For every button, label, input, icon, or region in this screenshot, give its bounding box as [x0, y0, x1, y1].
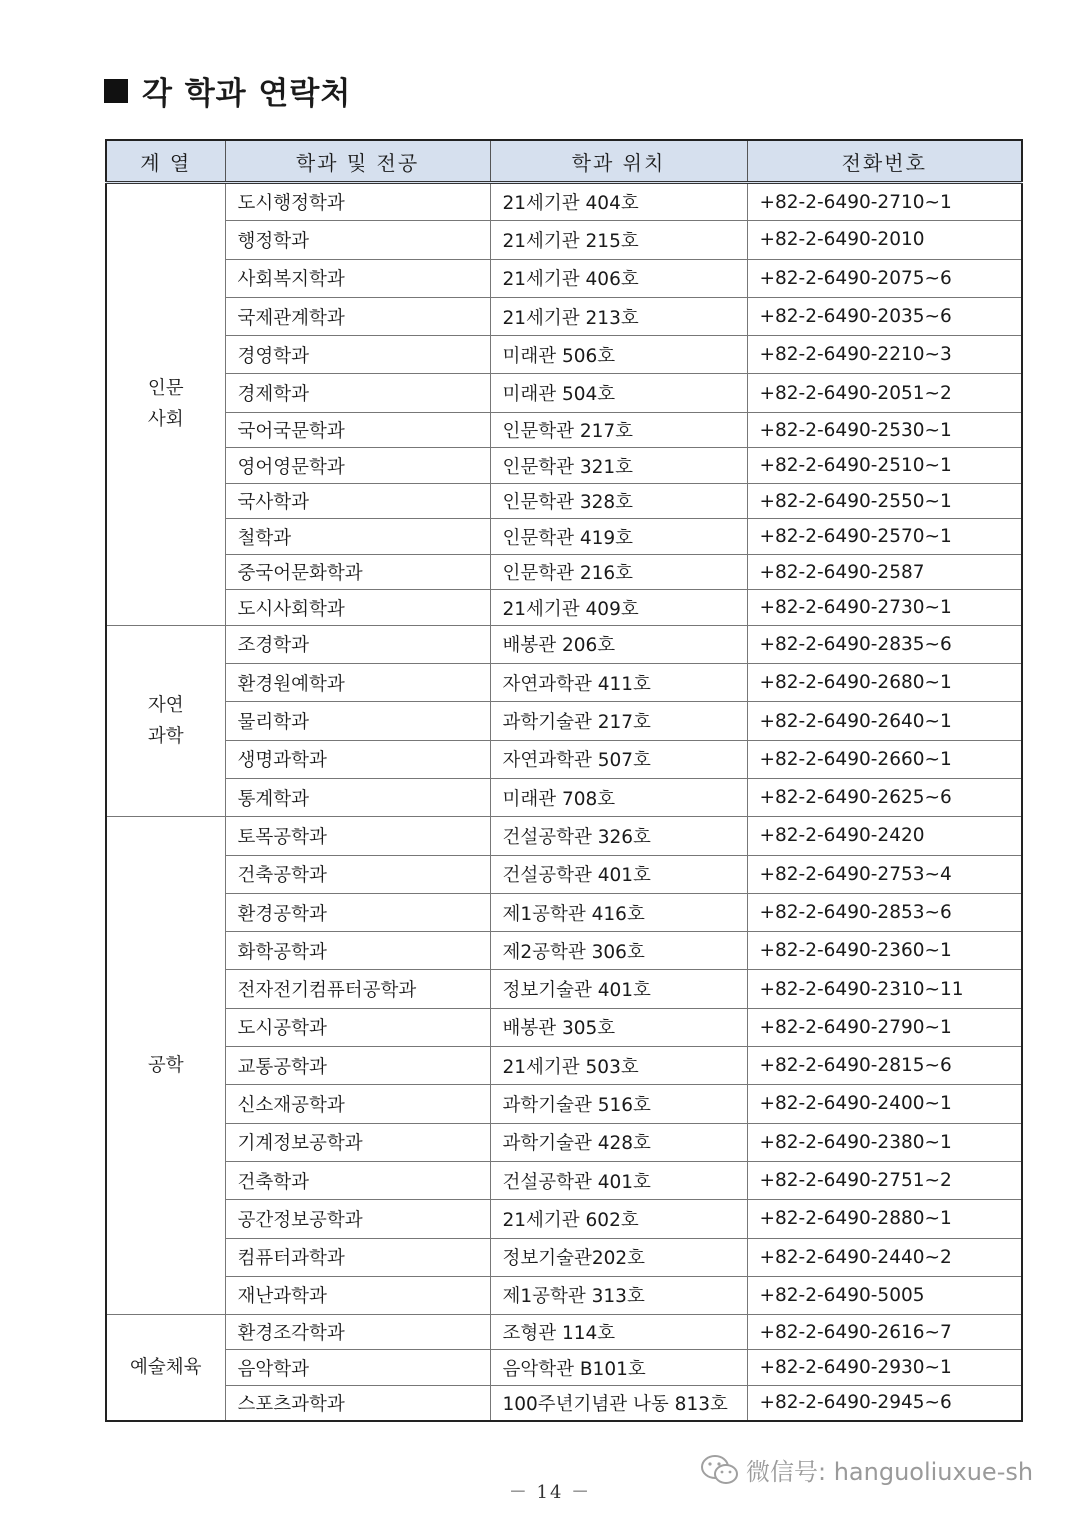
phone-cell: +82-2-6490-2616~7 — [747, 1315, 1022, 1350]
phone-cell: +82-2-6490-2710~1 — [747, 183, 1022, 221]
phone-cell: +82-2-6490-2815~6 — [747, 1047, 1022, 1085]
location-cell: 과학기술관 516호 — [490, 1085, 747, 1123]
phone-cell: +82-2-6490-2075~6 — [747, 259, 1022, 297]
location-cell: 21세기관 503호 — [490, 1047, 747, 1085]
location-cell: 제1공학관 416호 — [490, 893, 747, 931]
location-cell: 인문학관 217호 — [490, 412, 747, 448]
location-cell: 미래관 506호 — [490, 336, 747, 374]
table-row — [106, 1238, 1022, 1276]
department-cell: 건축학과 — [225, 1161, 490, 1199]
phone-cell: +82-2-6490-2051~2 — [747, 374, 1022, 412]
table-row — [106, 412, 1022, 448]
department-cell: 국사학과 — [225, 483, 490, 519]
department-cell: 도시공학과 — [225, 1008, 490, 1046]
phone-cell: +82-2-6490-2310~11 — [747, 970, 1022, 1008]
table-row — [106, 374, 1022, 412]
location-cell: 21세기관 409호 — [490, 590, 747, 626]
table-row — [106, 970, 1022, 1008]
table-row — [106, 1047, 1022, 1085]
location-cell: 제2공학관 306호 — [490, 932, 747, 970]
department-cell: 신소재공학과 — [225, 1085, 490, 1123]
phone-cell: +82-2-6490-2930~1 — [747, 1350, 1022, 1385]
black-square-icon — [104, 79, 128, 103]
phone-cell: +82-2-6490-2530~1 — [747, 412, 1022, 448]
wechat-icon — [700, 1453, 740, 1487]
table-row — [106, 855, 1022, 893]
location-cell: 미래관 708호 — [490, 778, 747, 816]
department-cell: 국어국문학과 — [225, 412, 490, 448]
department-cell: 물리학과 — [225, 702, 490, 740]
department-cell: 도시사회학과 — [225, 590, 490, 626]
location-cell: 인문학관 328호 — [490, 483, 747, 519]
department-cell: 공간정보공학과 — [225, 1200, 490, 1238]
location-cell: 21세기관 404호 — [490, 183, 747, 221]
department-cell: 행정학과 — [225, 221, 490, 259]
phone-cell: +82-2-6490-2730~1 — [747, 590, 1022, 626]
location-cell: 제1공학관 313호 — [490, 1276, 747, 1314]
table-row — [106, 183, 1022, 221]
phone-cell: +82-2-6490-2570~1 — [747, 519, 1022, 555]
table-row — [106, 740, 1022, 778]
phone-cell: +82-2-6490-2753~4 — [747, 855, 1022, 893]
location-cell: 21세기관 215호 — [490, 221, 747, 259]
header-phone: 전화번호 — [747, 140, 1022, 183]
location-cell: 미래관 504호 — [490, 374, 747, 412]
phone-cell: +82-2-6490-2945~6 — [747, 1385, 1022, 1420]
phone-cell: +82-2-6490-2751~2 — [747, 1161, 1022, 1199]
phone-cell: +82-2-6490-2420 — [747, 817, 1022, 855]
department-cell: 스포츠과학과 — [225, 1385, 490, 1420]
department-cell: 전자전기컴퓨터공학과 — [225, 970, 490, 1008]
department-cell: 컴퓨터과학과 — [225, 1238, 490, 1276]
location-cell: 건설공학관 401호 — [490, 855, 747, 893]
page-title — [104, 68, 351, 113]
phone-cell: +82-2-6490-2640~1 — [747, 702, 1022, 740]
department-cell: 국제관계학과 — [225, 297, 490, 335]
department-cell: 환경조각학과 — [225, 1315, 490, 1350]
location-cell: 건설공학관 326호 — [490, 817, 747, 855]
phone-cell: +82-2-6490-2010 — [747, 221, 1022, 259]
header-group: 계 열 — [106, 140, 225, 183]
table-row — [106, 664, 1022, 702]
department-cell: 조경학과 — [225, 625, 490, 663]
department-cell: 철학과 — [225, 519, 490, 555]
phone-cell: +82-2-6490-2510~1 — [747, 448, 1022, 484]
group-cell: 자연 과학 — [106, 625, 225, 816]
location-cell: 배봉관 305호 — [490, 1008, 747, 1046]
header-location: 학과 위치 — [490, 140, 747, 183]
department-cell: 재난과학과 — [225, 1276, 490, 1314]
department-cell: 경제학과 — [225, 374, 490, 412]
location-cell: 인문학관 419호 — [490, 519, 747, 555]
department-cell: 토목공학과 — [225, 817, 490, 855]
phone-cell: +82-2-6490-2210~3 — [747, 336, 1022, 374]
phone-cell: +82-2-6490-2835~6 — [747, 625, 1022, 663]
department-cell: 영어영문학과 — [225, 448, 490, 484]
group-cell: 인문 사회 — [106, 183, 225, 626]
location-cell: 음악학관 B101호 — [490, 1350, 747, 1385]
table-row — [106, 1085, 1022, 1123]
watermark-text: 微信号: hanguoliuxue-sh — [746, 1458, 1034, 1486]
group-cell: 예술체육 — [106, 1315, 225, 1421]
location-cell: 정보기술관 401호 — [490, 970, 747, 1008]
phone-cell: +82-2-6490-5005 — [747, 1276, 1022, 1314]
phone-cell: +82-2-6490-2550~1 — [747, 483, 1022, 519]
table-row — [106, 336, 1022, 374]
location-cell: 정보기술관202호 — [490, 1238, 747, 1276]
table-row — [106, 778, 1022, 816]
table-row — [106, 519, 1022, 555]
department-cell: 화학공학과 — [225, 932, 490, 970]
table-row — [106, 1315, 1022, 1350]
table-row — [106, 702, 1022, 740]
header-department: 학과 및 전공 — [225, 140, 490, 183]
table-row — [106, 1385, 1022, 1420]
group-cell: 공학 — [106, 817, 225, 1315]
table-row — [106, 932, 1022, 970]
location-cell: 과학기술관 428호 — [490, 1123, 747, 1161]
table-row — [106, 1161, 1022, 1199]
table-row — [106, 590, 1022, 626]
phone-cell: +82-2-6490-2880~1 — [747, 1200, 1022, 1238]
table-row — [106, 1008, 1022, 1046]
table-row — [106, 259, 1022, 297]
phone-cell: +82-2-6490-2680~1 — [747, 664, 1022, 702]
table-row — [106, 483, 1022, 519]
table-row — [106, 448, 1022, 484]
table-row — [106, 893, 1022, 931]
location-cell: 인문학관 321호 — [490, 448, 747, 484]
table-row — [106, 1200, 1022, 1238]
department-cell: 중국어문화학과 — [225, 554, 490, 590]
location-cell: 건설공학관 401호 — [490, 1161, 747, 1199]
page-number: － 14 － — [508, 1482, 592, 1503]
phone-cell: +82-2-6490-2587 — [747, 554, 1022, 590]
location-cell: 과학기술관 217호 — [490, 702, 747, 740]
watermark — [700, 1452, 1033, 1487]
phone-cell: +82-2-6490-2400~1 — [747, 1085, 1022, 1123]
table-row — [106, 1276, 1022, 1314]
phone-cell: +82-2-6490-2360~1 — [747, 932, 1022, 970]
table-row — [106, 1123, 1022, 1161]
phone-cell: +82-2-6490-2853~6 — [747, 893, 1022, 931]
phone-cell: +82-2-6490-2790~1 — [747, 1008, 1022, 1046]
page-title-text: 각 학과 연락처 — [142, 76, 352, 112]
phone-cell: +82-2-6490-2380~1 — [747, 1123, 1022, 1161]
location-cell: 21세기관 406호 — [490, 259, 747, 297]
phone-cell: +82-2-6490-2660~1 — [747, 740, 1022, 778]
department-cell: 경영학과 — [225, 336, 490, 374]
department-cell: 통계학과 — [225, 778, 490, 816]
phone-cell: +82-2-6490-2035~6 — [747, 297, 1022, 335]
location-cell: 자연과학관 411호 — [490, 664, 747, 702]
table-row — [106, 1350, 1022, 1385]
location-cell: 100주년기념관 나동 813호 — [490, 1385, 747, 1420]
department-cell: 생명과학과 — [225, 740, 490, 778]
location-cell: 조형관 114호 — [490, 1315, 747, 1350]
department-cell: 환경원예학과 — [225, 664, 490, 702]
phone-cell: +82-2-6490-2625~6 — [747, 778, 1022, 816]
table-row — [106, 221, 1022, 259]
department-cell: 사회복지학과 — [225, 259, 490, 297]
department-cell: 도시행정학과 — [225, 183, 490, 221]
table-row — [106, 817, 1022, 855]
location-cell: 자연과학관 507호 — [490, 740, 747, 778]
table-body — [106, 183, 1022, 1421]
department-cell: 교통공학과 — [225, 1047, 490, 1085]
department-cell: 환경공학과 — [225, 893, 490, 931]
table-row — [106, 297, 1022, 335]
table-row — [106, 625, 1022, 663]
location-cell: 배봉관 206호 — [490, 625, 747, 663]
location-cell: 21세기관 602호 — [490, 1200, 747, 1238]
location-cell: 인문학관 216호 — [490, 554, 747, 590]
table-row — [106, 554, 1022, 590]
contacts-table — [105, 139, 1023, 1422]
table-header-row — [106, 140, 1022, 183]
department-cell: 음악학과 — [225, 1350, 490, 1385]
location-cell: 21세기관 213호 — [490, 297, 747, 335]
phone-cell: +82-2-6490-2440~2 — [747, 1238, 1022, 1276]
department-cell: 건축공학과 — [225, 855, 490, 893]
department-cell: 기계정보공학과 — [225, 1123, 490, 1161]
